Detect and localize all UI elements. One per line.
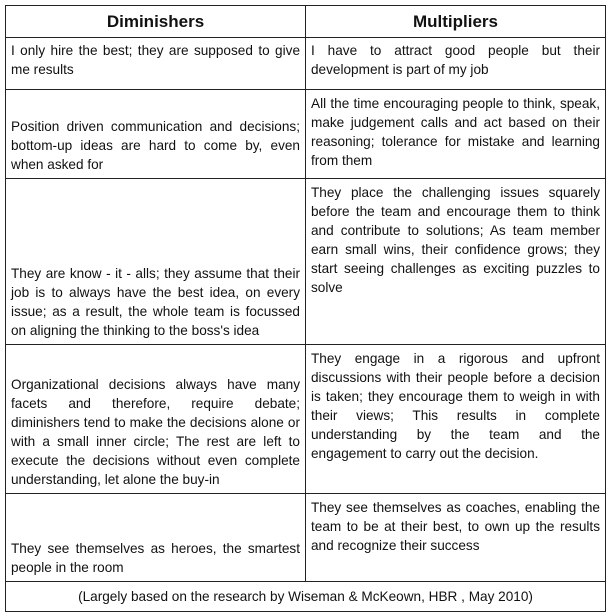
table-row [6, 90, 606, 179]
multiplier-cell: They see themselves as coaches, enabling the team to be at their best, to own up the results and recognize their success [306, 494, 606, 582]
diminisher-cell: Organizational decisions always have many facets and therefore, require debate; diminishers tend to make the decisions alone or with a small inner circle; The rest are left to execute the decisions without even complete understanding, let alone the buy-in [6, 345, 306, 494]
table-row [6, 38, 606, 90]
table-row [6, 345, 606, 494]
footer-row [6, 582, 606, 612]
diminisher-cell: I only hire the best; they are supposed to give me results [6, 38, 306, 90]
header-multipliers: Multipliers [306, 6, 606, 38]
multiplier-cell: They place the challenging issues squarely before the team and encourage them to think and contribute to solutions; As team member earn small wins, their confidence grows; they start seeing challenges as exciting puzzles to solve [306, 179, 606, 345]
multiplier-cell: All the time encouraging people to think, speak, make judgement calls and act based on their reasoning; tolerance for mistake and learning from them [306, 90, 606, 179]
source-citation: (Largely based on the research by Wiseman & McKeown, HBR , May 2010) [6, 582, 606, 612]
multiplier-cell: They engage in a rigorous and upfront discussions with their people before a decision is taken; they encourage them to weigh in with their views; This results in complete understanding by the team and the engagement to carry out the decision. [306, 345, 606, 494]
comparison-table [5, 5, 606, 612]
diminisher-cell: They are know - it - alls; they assume that their job is to always have the best idea, on every issue; as a result, the whole team is focussed on aligning the thinking to the boss's idea [6, 179, 306, 345]
diminisher-cell: They see themselves as heroes, the smartest people in the room [6, 494, 306, 582]
table-row [6, 494, 606, 582]
table-row [6, 179, 606, 345]
header-diminishers: Diminishers [6, 6, 306, 38]
multiplier-cell: I have to attract good people but their development is part of my job [306, 38, 606, 90]
diminisher-cell: Position driven communication and decisions; bottom-up ideas are hard to come by, even when asked for [6, 90, 306, 179]
header-row [6, 6, 606, 38]
